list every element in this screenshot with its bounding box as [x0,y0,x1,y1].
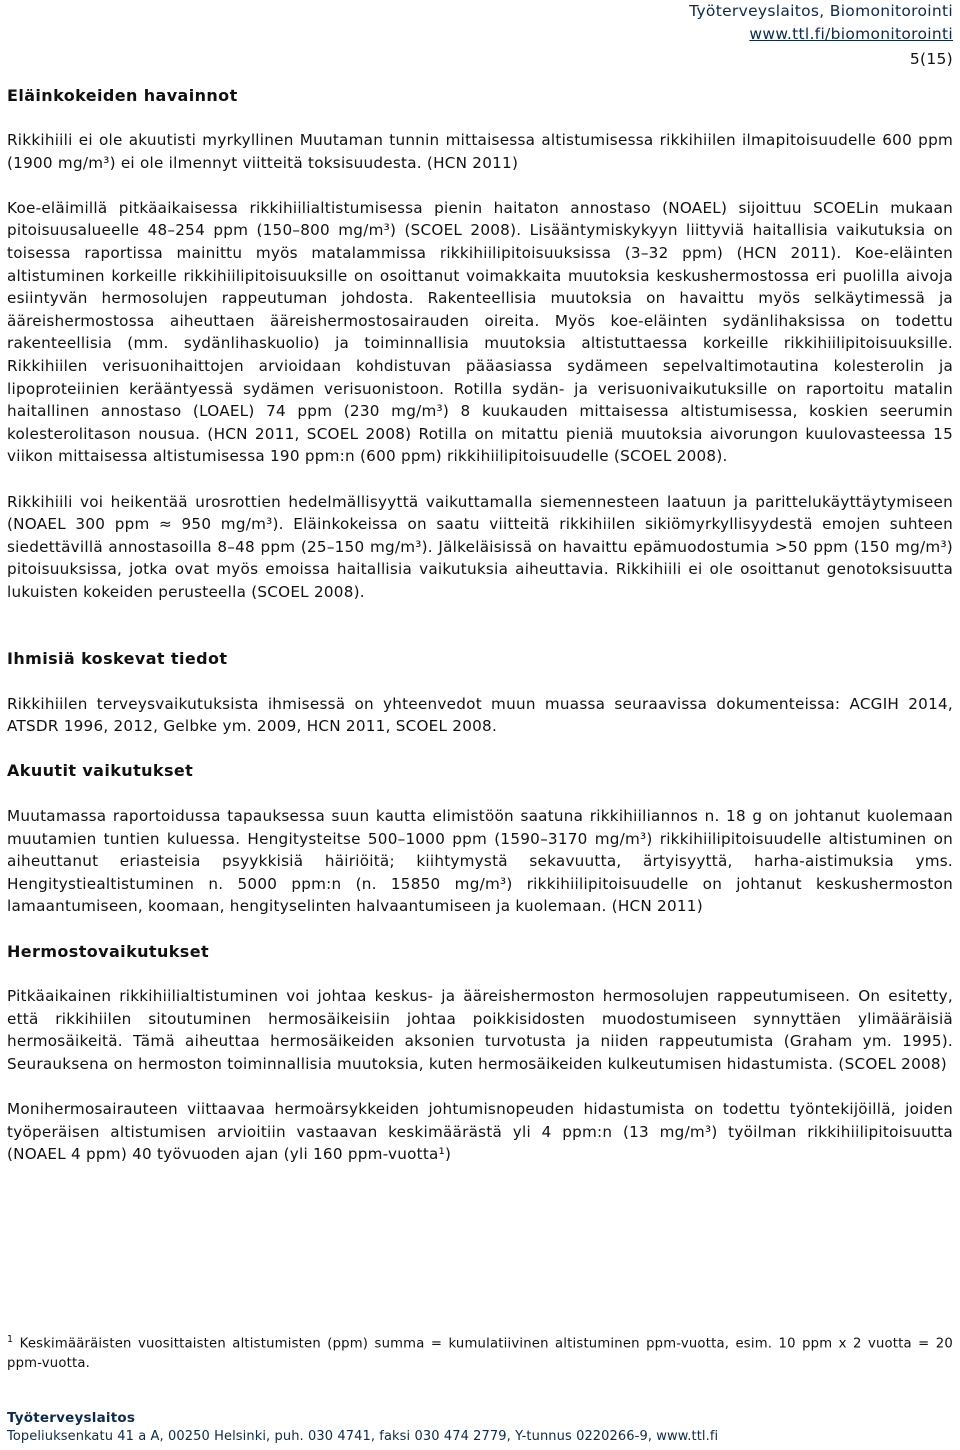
section-title: Eläinkokeiden havainnot [7,86,238,105]
page-number: 5(15) [909,50,953,68]
heading-acute-effects: Akuutit vaikutukset [7,761,194,781]
heading-human-data: Ihmisiä koskevat tiedot [7,649,228,669]
header-organization: Työterveyslaitos, Biomonitorointi [689,2,953,20]
footnote-text: Keskimääräisten vuosittaisten altistumisten (ppm) summa = kumulatiivinen altistuminen ppm-vuotta, esim. 10 ppm x 2 vuotta = 20 ppm-vuotta. [7,1336,953,1372]
paragraph-neurological-effects: Pitkäaikainen rikkihiilialtistuminen voi johtaa keskus- ja ääreishermoston hermosolujen rappeutumiseen. On esitetty, että rikkihiilen sitoutuminen hermosäikeisiin johtaa poikkisidosten muodostumiseen synnyttäen ylimääräisiä hermosäikeitä. Tämä aiheuttaa hermosäikeiden aksonien turvotusta ja niiden rappeutumista (Graham ym. 1995). Seurauksena on hermoston toiminnallisia muutoksia, kuten hermosäikeiden kulkeutumisen hidastumista. (SCOEL 2008) [7,987,953,1073]
footer-organization: Työterveyslaitos [7,1410,136,1426]
document-body [7,129,953,1166]
paragraph-polyneuropathy: Monihermosairauteen viittaavaa hermoärsykkeiden johtumisnopeuden hidastumista on todettu työntekijöillä, joiden työperäisen altistumisen arvioitiin vastaavan keskimäärästä yli 4 ppm:n (13 mg/m³) työilman rikkihiilipitoisuutta (NOAEL 4 ppm) 40 työvuoden ajan (yli 160 ppm-vuotta¹) [7,1100,953,1164]
paragraph-long-term-animal: Koe-eläimillä pitkäaikaisessa rikkihiilialtistumisessa pienin haitaton annostaso (NOAEL) sijoittuu SCOELin mukaan pitoisuusalueelle 48–254 ppm (150–800 mg/m³) (SCOEL 2008). Lisääntymiskykyyn liittyviä haitallisia vaikutuksia on toisessa raportissa mainittu myös matalammissa rikkihiilipitoisuuksissa (3–32 ppm) (HCN 2011). Koe-eläinten altistuminen korkeille rikkihiilipitoisuuksille on osoittanut voimakkaita muutoksia keskushermostossa eri puolilla aivoja esiintyvän hermosolujen rappeutuman johdosta. Rakenteellisia muutoksia on havaittu myös selkäytimessä ja ääreishermostossa aiheuttaen ääreishermostosairauden oireita. Myös koe-eläinten sydänlihaksissa on todettu rakenteellisia (mm. sydänlihaskuolio) ja toiminnallisia muutoksia altistuttaessa korkeille rikkihiilipitoisuuksille. Rikkihiilen verisuonihaittojen arvioidaan kohdistuvan pääasiassa sydämeen sepelvaltimotautina kolesterolin ja lipoproteiinien kerääntyessä sydämen verisuonistoon. Rotilla sydän- ja verisuonivaikutuksille on raportoitu matalin haitallinen annostaso (LOAEL) 74 ppm (230 mg/m³) 8 kuukauden mittaisessa altistumisessa, koskien seerumin kolesterolitason nousua. (HCN 2011, SCOEL 2008) Rotilla on mitattu pieniä muutoksia aivorungon kuulovasteessa 15 viikon mittaisessa altistumisessa 190 ppm:n (600 ppm) rikkihiilipitoisuudelle (SCOEL 2008). [7,198,953,466]
footnote [7,1330,953,1374]
header-url-link[interactable]: www.ttl.fi/biomonitorointi [749,25,953,43]
footnote-marker: 1 [7,1334,14,1345]
heading-neurological-effects: Hermostovaikutukset [7,941,210,961]
paragraph-human-summary: Rikkihiilen terveysvaikutuksista ihmisessä on yhteenvedot muun muassa seuraavissa dokumenteissa: ACGIH 2014, ATSDR 1996, 2012, Gelbke ym. 2009, HCN 2011, SCOEL 2008. [7,694,953,736]
footer-address: Topeliuksenkatu 41 a A, 00250 Helsinki, puh. 030 4741, faksi 030 474 2779, Y-tunnus 0220266-9, www.ttl.fi [7,1429,719,1444]
paragraph-acute-effects: Muutamassa raportoidussa tapauksessa suun kautta elimistöön saatuna rikkihiiliannos n. 18 g on johtanut kuolemaan muutamien tuntien kuluessa. Hengitysteitse 500–1000 ppm (1590–3170 mg/m³) rikkihiilipitoisuudelle altistuminen on aiheuttanut eriasteisia psyykkisiä häiriöitä; kiihtymystä sekavuutta, ärtyisyyttä, harha-aistimuksia yms. Hengitystiealtistuminen n. 5000 ppm:n (n. 15850 mg/m³) rikkihiilipitoisuudelle on johtanut keskushermoston lamaantumiseen, koomaan, hengityselinten halvaantumiseen ja kuolemaan. (HCN 2011) [7,807,953,916]
paragraph-reproductive-animal: Rikkihiili voi heikentää urosrottien hedelmällisyyttä vaikuttamalla siemennesteen laatuun ja parittelukäyttäytymiseen (NOAEL 300 ppm ≈ 950 mg/m³). Eläinkokeissa on saatu viitteitä rikkihiilen sikiömyrkyllisyydestä emojen suhteen siedettävillä annostasoilla 8–48 ppm (25–150 mg/m³). Jälkeläisissä on havaittu epämuodostumia >50 ppm (150 mg/m³) pitoisuuksissa, jotka ovat myös emoissa haitallisia vaikutuksia aiheuttavia. Rikkihiili ei ole osoittanut genotoksisuutta lukuisten kokeiden perusteella (SCOEL 2008). [7,492,953,601]
paragraph-acute-toxicity-animal: Rikkihiili ei ole akuutisti myrkyllinen Muutaman tunnin mittaisessa altistumisessa rikkihiilen ilmapitoisuudelle 600 ppm (1900 mg/m³) ei ole ilmennyt viitteitä toksisuudesta. (HCN 2011) [7,131,953,172]
